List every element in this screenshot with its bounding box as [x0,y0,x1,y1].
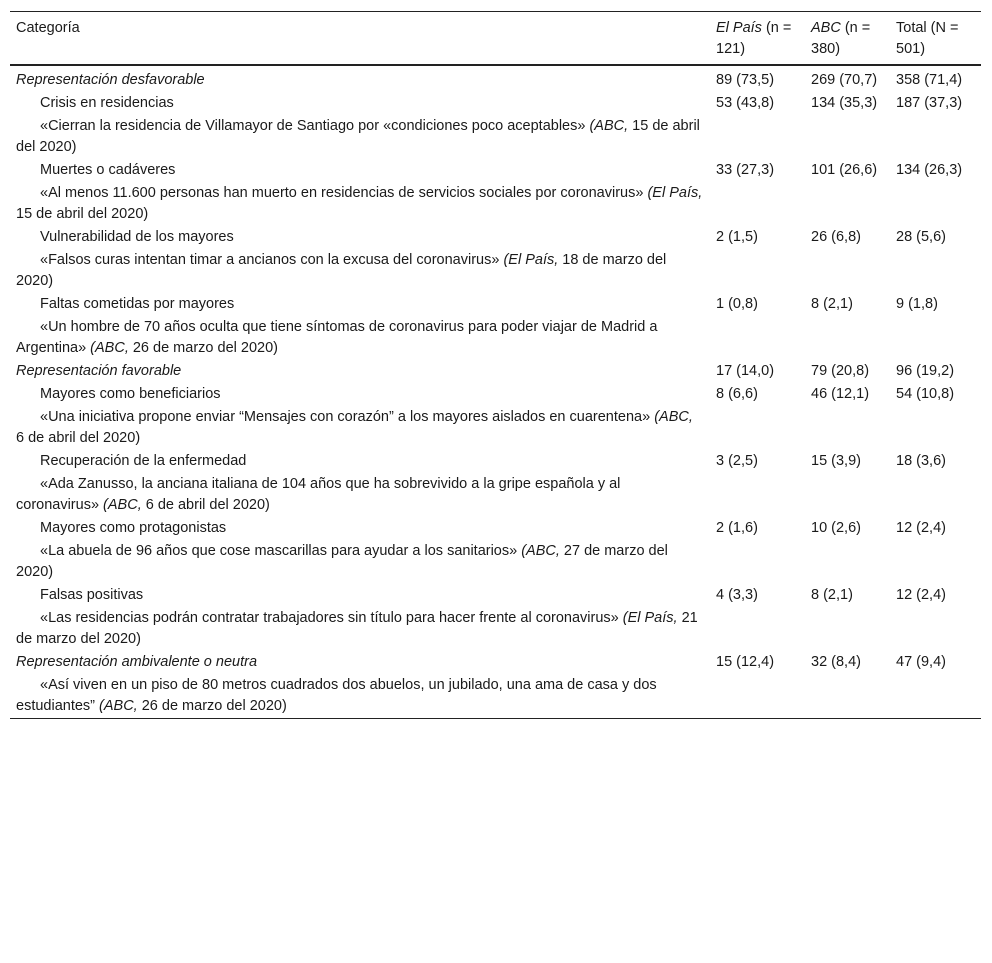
total-value: 96 (19,2) [896,363,955,379]
quote-row [10,249,981,293]
quote-text: «Cierran la residencia de Villamayor de Santiago por «condiciones poco aceptables» [40,118,590,134]
quote-source: (ABC, [521,543,560,559]
abc-value: 8 (2,1) [811,587,853,603]
subcategory-label: Recuperación de la enfermedad [40,453,247,469]
quote-date: 27 de marzo del 2020) [16,543,668,580]
empty-cell [805,406,890,450]
elpais-value: 53 (43,8) [716,95,775,111]
elpais-value: 2 (1,6) [716,520,758,536]
quote-text: «Las residencias podrán contratar trabajadores sin título para hacer frente al coronavirus» [40,610,623,626]
total-value: 134 (26,3) [896,162,963,178]
quote-text: «Un hombre de 70 años oculta que tiene síntomas de coronavirus para poder viajar de Madrid a Argentina» [16,319,658,356]
empty-cell [710,607,805,651]
example-quote [10,115,710,159]
table-body [10,65,981,719]
quote-text: «Falsos curas intentan timar a ancianos con la excusa del coronavirus» [40,252,504,268]
empty-cell [710,540,805,584]
category-label: Representación desfavorable [16,72,205,88]
abc-value: 15 (3,9) [811,453,861,469]
subcategory-label: Mayores como protagonistas [40,520,227,536]
elpais-value: 89 (73,5) [716,72,775,88]
abc-value: 26 (6,8) [811,229,861,245]
table-row [10,293,981,316]
example-quote [10,607,710,651]
empty-cell [710,182,805,226]
empty-cell [805,115,890,159]
subcategory-label: Crisis en residencias [40,95,174,111]
empty-cell [805,316,890,360]
empty-cell [710,115,805,159]
subcategory-label: Faltas cometidas por mayores [40,296,235,312]
quote-text: «Al menos 11.600 personas han muerto en residencias de servicios sociales por coronavirus» [40,185,648,201]
abc-value: 79 (20,8) [811,363,870,379]
empty-cell [805,473,890,517]
total-value: 358 (71,4) [896,72,963,88]
table-row [10,651,981,674]
quote-date: 15 de abril del 2020) [16,118,700,155]
quote-source: (El País, [647,185,703,201]
quote-text: «Así viven en un piso de 80 metros cuadrados dos abuelos, un jubilado, una ama de casa y dos estudiantes” [16,677,657,714]
example-quote [10,316,710,360]
elpais-value: 4 (3,3) [716,587,758,603]
example-quote [10,406,710,450]
header-category: Categoría [16,20,80,36]
empty-cell [710,473,805,517]
header-elpais-n: (n = 121) [716,20,792,57]
empty-cell [890,115,981,159]
table-row [10,226,981,249]
quote-source: (ABC, [99,698,138,714]
abc-value: 134 (35,3) [811,95,878,111]
quote-row [10,540,981,584]
category-label: Representación ambivalente o neutra [16,654,258,670]
elpais-value: 2 (1,5) [716,229,758,245]
total-value: 12 (2,4) [896,520,946,536]
header-abc [805,12,890,66]
table-row [10,584,981,607]
empty-cell [710,249,805,293]
empty-cell [890,249,981,293]
empty-cell [890,674,981,719]
quote-text: «Una iniciativa propone enviar “Mensajes con corazón” a los mayores aislados en cuarentena» [40,409,655,425]
empty-cell [890,182,981,226]
header-elpais [710,12,805,66]
table-row [10,159,981,182]
header-total: Total (N = 501) [896,20,959,57]
quote-row [10,182,981,226]
subcategory-label: Muertes o cadáveres [40,162,176,178]
quote-source: (El País, [503,252,559,268]
empty-cell [805,674,890,719]
total-value: 54 (10,8) [896,386,955,402]
empty-cell [805,182,890,226]
data-table-wrapper [10,11,981,719]
elpais-value: 33 (27,3) [716,162,775,178]
subcategory-label: Vulnerabilidad de los mayores [40,229,234,245]
empty-cell [890,406,981,450]
empty-cell [890,607,981,651]
example-quote [10,473,710,517]
table-row [10,383,981,406]
empty-cell [710,674,805,719]
quote-source: (El País, [622,610,678,626]
table-row [10,517,981,540]
abc-value: 32 (8,4) [811,654,861,670]
quote-source: (ABC, [654,409,693,425]
table-header [10,12,981,66]
example-quote [10,249,710,293]
empty-cell [710,316,805,360]
example-quote [10,182,710,226]
quote-date: 15 de abril del 2020) [16,206,149,222]
empty-cell [710,406,805,450]
categories-table [10,11,981,719]
table-row [10,360,981,383]
total-value: 187 (37,3) [896,95,963,111]
total-value: 47 (9,4) [896,654,946,670]
quote-row [10,607,981,651]
quote-row [10,115,981,159]
example-quote [10,540,710,584]
quote-text: «Ada Zanusso, la anciana italiana de 104 años que ha sobrevivido a la gripe española y al coronavirus» [16,476,621,513]
quote-source: (ABC, [90,340,129,356]
quote-row [10,473,981,517]
empty-cell [805,249,890,293]
header-abc-n: (n = 380) [811,20,871,57]
quote-text: «La abuela de 96 años que cose mascarillas para ayudar a los sanitarios» [40,543,522,559]
header-elpais-name: El País [716,20,762,36]
total-value: 18 (3,6) [896,453,946,469]
elpais-value: 1 (0,8) [716,296,758,312]
quote-date: 6 de abril del 2020) [16,430,141,446]
category-label: Representación favorable [16,363,182,379]
header-abc-name: ABC [811,20,841,36]
elpais-value: 17 (14,0) [716,363,775,379]
quote-row [10,674,981,719]
subcategory-label: Mayores como beneficiarios [40,386,221,402]
empty-cell [890,316,981,360]
empty-cell [805,607,890,651]
empty-cell [890,540,981,584]
total-value: 12 (2,4) [896,587,946,603]
abc-value: 46 (12,1) [811,386,870,402]
quote-row [10,316,981,360]
empty-cell [890,473,981,517]
quote-date: 18 de marzo del 2020) [16,252,667,289]
abc-value: 101 (26,6) [811,162,878,178]
header-row [10,12,981,66]
quote-date: 26 de marzo del 2020) [128,340,278,356]
subcategory-label: Falsas positivas [40,587,144,603]
quote-source: (ABC, [589,118,629,134]
abc-value: 8 (2,1) [811,296,853,312]
quote-date: 6 de abril del 2020) [141,497,270,513]
elpais-value: 8 (6,6) [716,386,758,402]
quote-date: 21 de marzo del 2020) [16,610,698,647]
quote-source: (ABC, [103,497,142,513]
table-row [10,450,981,473]
total-value: 9 (1,8) [896,296,938,312]
abc-value: 10 (2,6) [811,520,861,536]
elpais-value: 15 (12,4) [716,654,775,670]
total-value: 28 (5,6) [896,229,946,245]
example-quote [10,674,710,719]
elpais-value: 3 (2,5) [716,453,758,469]
abc-value: 269 (70,7) [811,72,878,88]
quote-date: 26 de marzo del 2020) [137,698,287,714]
quote-row [10,406,981,450]
empty-cell [805,540,890,584]
table-row [10,92,981,115]
table-row [10,65,981,92]
